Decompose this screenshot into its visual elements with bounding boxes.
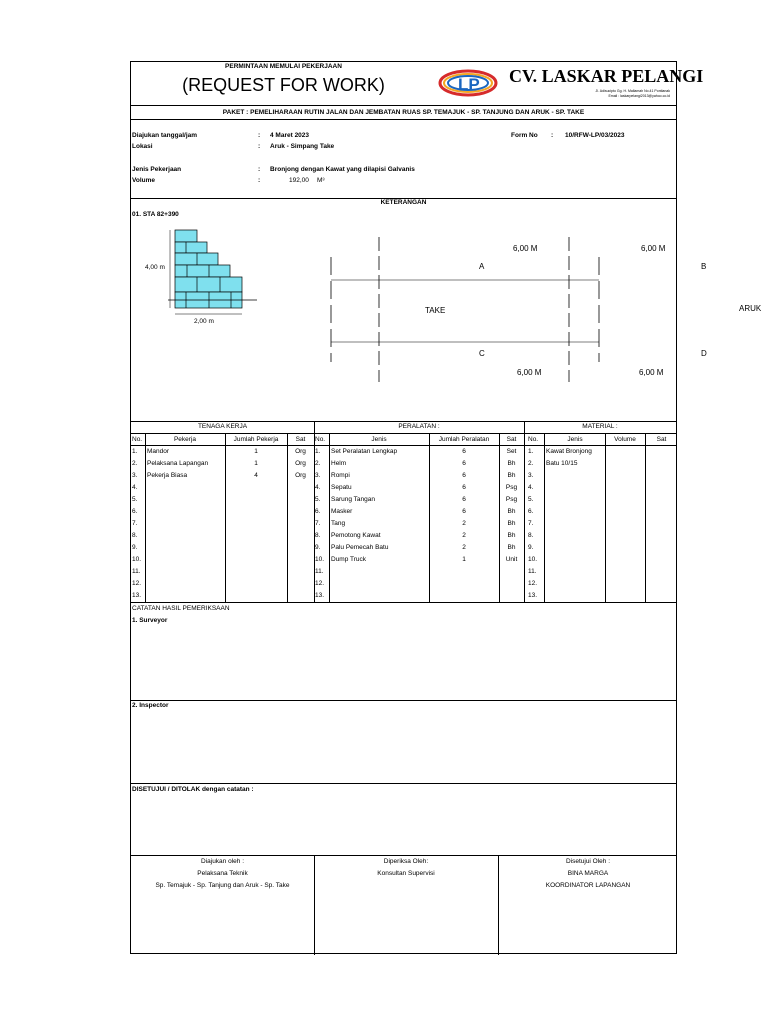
- peralatan-heading: PERALATAN :: [398, 423, 440, 430]
- table-cell-no: 5.: [132, 496, 138, 503]
- dimension-bottom-right: 6,00 M: [639, 368, 664, 377]
- table-cell-sat: Org: [295, 472, 306, 479]
- table-cell-qty: 2: [462, 532, 466, 539]
- point-b-label: B: [701, 262, 707, 271]
- table-row: [131, 578, 676, 590]
- dimension-top-right: 6,00 M: [641, 244, 666, 253]
- colon: :: [258, 143, 261, 150]
- table-row: [131, 458, 676, 470]
- form-subtitle: PERMINTAAN MEMULAI PEKERJAAN: [225, 63, 342, 70]
- divider: [131, 119, 676, 120]
- aruk-label: ARUK: [739, 304, 762, 313]
- signature-position: KOORDINATOR LAPANGAN: [545, 882, 631, 889]
- table-cell-no: 7.: [132, 520, 138, 527]
- table-row: [131, 470, 676, 482]
- table-cell-sat: Unit: [505, 556, 518, 563]
- table-cell-no: 10.: [528, 556, 538, 563]
- table-cell-name: Palu Pemecah Batu: [331, 544, 389, 551]
- colon: :: [258, 132, 261, 139]
- table-cell-no: 2.: [132, 460, 138, 467]
- table-cell-sat: Psg: [505, 484, 518, 491]
- signature-role: Pelaksana Teknik: [197, 870, 248, 877]
- table-cell-no: 4.: [315, 484, 321, 491]
- signature-role: BINA MARGA: [567, 870, 609, 877]
- table-cell-no: 11.: [315, 568, 324, 575]
- table-cell-no: 3.: [132, 472, 138, 479]
- table-cell-no: 7.: [528, 520, 534, 527]
- table-cell-sat: Bh: [507, 544, 516, 551]
- table-cell-name: Pemotong Kawat: [331, 532, 381, 539]
- table-cell-name: Pelaksana Lapangan: [147, 460, 209, 467]
- col-no: No.: [132, 436, 143, 443]
- jenis-label: Jenis Pekerjaan: [132, 166, 182, 173]
- table-row: [131, 506, 676, 518]
- table-cell-no: 6.: [132, 508, 138, 515]
- col-volume: Volume: [614, 436, 636, 443]
- signature-role: Konsultan Supervisi: [377, 870, 435, 877]
- volume-unit: M³: [317, 177, 325, 184]
- form-title: (REQUEST FOR WORK): [182, 75, 385, 95]
- signature-title: Disetujui Oleh :: [565, 858, 611, 865]
- keterangan-heading: KETERANGAN: [380, 199, 427, 206]
- point-c-label: C: [479, 349, 485, 358]
- tenaga-heading: TENAGA KERJA: [197, 423, 248, 430]
- table-cell-no: 9.: [528, 544, 534, 551]
- table-cell-no: 9.: [132, 544, 138, 551]
- table-row: [131, 554, 676, 566]
- table-cell-qty: 6: [462, 460, 466, 467]
- rainbow-logo-icon: [436, 65, 504, 101]
- table-cell-name: Pekerja Biasa: [147, 472, 188, 479]
- resource-table-body: [131, 446, 676, 602]
- table-cell-qty: 6: [462, 496, 466, 503]
- col-jumlah-peralatan: Jumlah Peralatan: [438, 436, 490, 443]
- table-row: [131, 482, 676, 494]
- form-no-label: Form No: [511, 132, 538, 139]
- table-cell-name: Helm: [331, 460, 347, 467]
- table-cell-no: 4.: [528, 484, 534, 491]
- table-cell-no: 2.: [528, 460, 534, 467]
- table-cell-no: 1.: [528, 448, 534, 455]
- table-cell-name: Rompi: [331, 472, 350, 479]
- table-row: [131, 566, 676, 578]
- table-cell-qty: 6: [462, 448, 466, 455]
- table-cell-qty: 2: [462, 544, 466, 551]
- table-cell-no: 8.: [315, 532, 321, 539]
- signature-title: Diajukan oleh :: [201, 858, 244, 865]
- table-cell-no: 5.: [315, 496, 321, 503]
- col-pekerja: Pekerja: [173, 436, 197, 443]
- table-cell-no: 12.: [132, 580, 142, 587]
- divider: [131, 602, 676, 603]
- signature-pelaksana: [131, 858, 314, 890]
- table-cell-sat: Org: [295, 448, 306, 455]
- table-cell-qty: 6: [462, 508, 466, 515]
- surveyor-label: 1. Surveyor: [132, 617, 168, 624]
- dimension-bottom-left: 6,00 M: [517, 368, 542, 377]
- paket-text: PAKET : PEMELIHARAAN RUTIN JALAN DAN JEMBATAN RUAS SP. TEMAJUK - SP. TANJUNG DAN ARUK - SP. TAKE: [222, 109, 585, 116]
- site-plan-diagram: [291, 222, 762, 380]
- sta-label: 01. STA 82+390: [132, 211, 179, 218]
- table-row: [131, 494, 676, 506]
- volume-value: 192,00: [289, 177, 309, 184]
- table-cell-no: 13.: [132, 592, 142, 599]
- col-jenis: Jenis: [567, 436, 583, 443]
- dimension-top-left: 6,00 M: [513, 244, 538, 253]
- divider: [131, 855, 676, 856]
- table-cell-no: 13.: [528, 592, 538, 599]
- request-for-work-form: [130, 61, 762, 954]
- table-cell-no: 12.: [315, 580, 325, 587]
- table-row: [131, 518, 676, 530]
- col-sat: Sat: [506, 436, 517, 443]
- volume-label: Volume: [132, 177, 155, 184]
- table-cell-qty: 1: [462, 556, 466, 563]
- table-cell-no: 4.: [132, 484, 138, 491]
- table-cell-name: Mandor: [147, 448, 170, 455]
- divider: [131, 783, 676, 784]
- signature-bina-marga: [498, 858, 678, 890]
- table-cell-sat: Bh: [507, 472, 516, 479]
- table-cell-sat: Bh: [507, 520, 516, 527]
- signature-project: Sp. Temajuk - Sp. Tanjung dan Aruk - Sp. Take: [155, 882, 290, 889]
- table-cell-sat: Bh: [507, 460, 516, 467]
- date-value: 4 Maret 2023: [270, 132, 310, 139]
- table-cell-no: 2.: [315, 460, 321, 467]
- table-cell-no: 12.: [528, 580, 538, 587]
- table-cell-no: 7.: [315, 520, 321, 527]
- table-cell-name: Sarung Tangan: [331, 496, 375, 503]
- jenis-value: Bronjong dengan Kawat yang dilapisi Galvanis: [270, 166, 415, 173]
- point-a-label: A: [479, 262, 485, 271]
- signature-title: Diperiksa Oleh:: [383, 858, 429, 865]
- table-cell-qty: 6: [462, 472, 466, 479]
- logo-text: LP: [458, 75, 480, 94]
- company-address: Jl. Adisucipto Gg. H. Mallamah No.41 Pontianak: [595, 89, 670, 93]
- table-cell-no: 3.: [528, 472, 534, 479]
- lokasi-label: Lokasi: [132, 143, 153, 150]
- table-cell-qty: 6: [462, 484, 466, 491]
- table-cell-qty: 2: [462, 520, 466, 527]
- table-cell-name: Batu 10/15: [546, 460, 578, 467]
- table-cell-name: Sepatu: [331, 484, 352, 491]
- table-cell-no: 6.: [528, 508, 534, 515]
- table-cell-no: 10.: [132, 556, 142, 563]
- table-cell-no: 10.: [315, 556, 325, 563]
- bronjong-cross-section: [131, 222, 281, 332]
- table-cell-no: 13.: [315, 592, 325, 599]
- table-cell-no: 8.: [132, 532, 138, 539]
- table-cell-no: 1.: [132, 448, 138, 455]
- table-cell-name: Tang: [331, 520, 346, 527]
- colon: :: [551, 132, 554, 139]
- lokasi-value: Aruk - Simpang Take: [270, 143, 335, 150]
- inspector-label: 2. Inspector: [132, 702, 169, 709]
- table-row: [131, 446, 676, 458]
- table-row: [131, 542, 676, 554]
- col-no: No.: [528, 436, 539, 443]
- width-dimension: 2,00 m: [194, 318, 214, 325]
- table-cell-no: 9.: [315, 544, 321, 551]
- table-cell-no: 8.: [528, 532, 534, 539]
- table-cell-no: 3.: [315, 472, 321, 479]
- point-d-label: D: [701, 349, 707, 358]
- table-cell-sat: Org: [295, 460, 306, 467]
- company-name: CV. LASKAR PELANGI: [509, 66, 704, 86]
- table-cell-no: 11.: [528, 568, 537, 575]
- table-cell-qty: 1: [254, 460, 258, 467]
- take-label: TAKE: [425, 306, 446, 315]
- table-cell-no: 11.: [132, 568, 141, 575]
- table-cell-name: Kawat Bronjong: [546, 448, 592, 455]
- col-sat: Sat: [295, 436, 306, 443]
- date-label: Diajukan tanggal/jam: [132, 132, 198, 139]
- table-cell-name: Dump Truck: [331, 556, 367, 563]
- table-cell-sat: Bh: [507, 508, 516, 515]
- divider: [131, 105, 676, 106]
- table-cell-qty: 4: [254, 472, 258, 479]
- company-email: Email : laskarpelangi2013@yahoo.co.id: [608, 94, 670, 98]
- colon: :: [258, 166, 261, 173]
- table-cell-name: Masker: [331, 508, 353, 515]
- table-cell-qty: 1: [254, 448, 258, 455]
- colon: :: [258, 177, 261, 184]
- divider: [131, 700, 676, 701]
- col-jenis: Jenis: [371, 436, 387, 443]
- disetujui-label: DISETUJUI / DITOLAK dengan catatan :: [132, 786, 254, 793]
- col-no: No.: [315, 436, 326, 443]
- table-cell-sat: Set: [506, 448, 517, 455]
- table-cell-no: 1.: [315, 448, 321, 455]
- material-heading: MATERIAL :: [582, 423, 618, 430]
- col-jumlah-pekerja: Jumlah Pekerja: [233, 436, 279, 443]
- table-cell-sat: Bh: [507, 532, 516, 539]
- height-dimension: 4,00 m: [145, 264, 165, 271]
- col-sat: Sat: [656, 436, 667, 443]
- table-cell-name: Set Peralatan Lengkap: [331, 448, 398, 455]
- table-row: [131, 530, 676, 542]
- divider: [131, 421, 676, 422]
- catatan-heading: CATATAN HASIL PEMERIKSAAN: [132, 605, 230, 612]
- table-cell-no: 6.: [315, 508, 321, 515]
- table-row: [131, 590, 676, 602]
- form-no-value: 10/RFW-LP/03/2023: [565, 132, 625, 139]
- table-cell-sat: Psg: [505, 496, 518, 503]
- table-cell-no: 5.: [528, 496, 534, 503]
- company-logo: [436, 65, 504, 101]
- signature-konsultan: [314, 858, 498, 878]
